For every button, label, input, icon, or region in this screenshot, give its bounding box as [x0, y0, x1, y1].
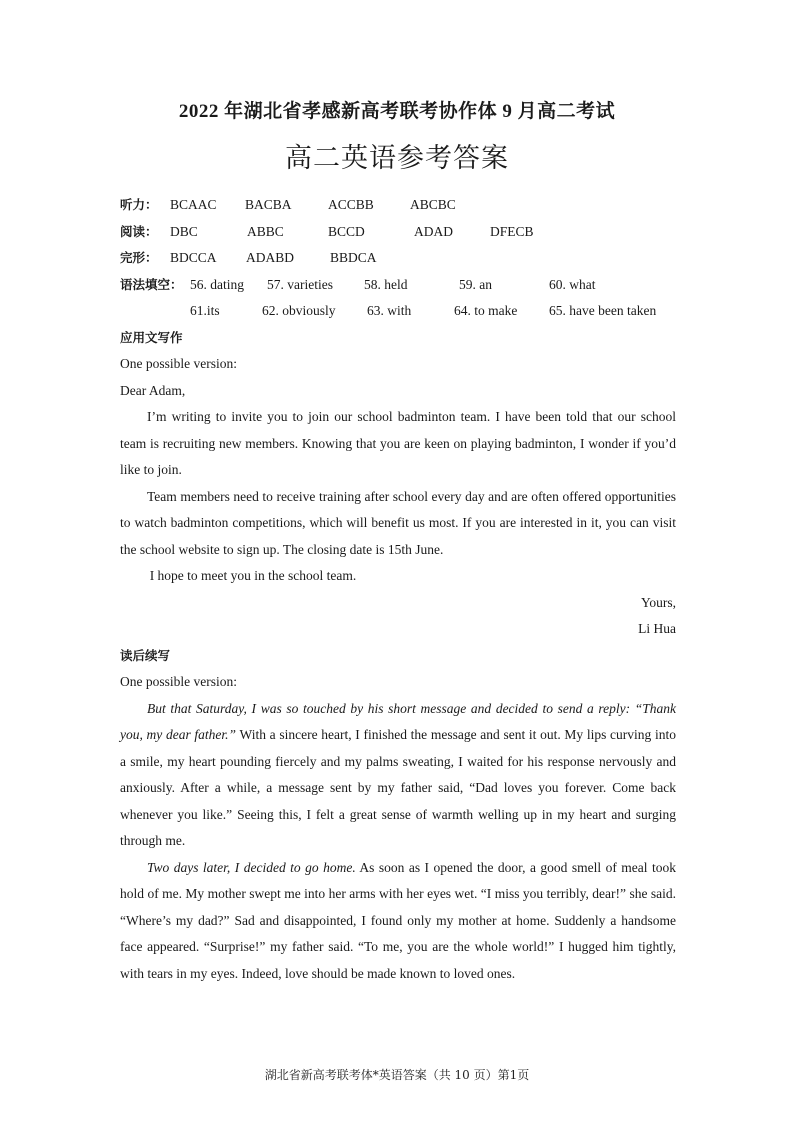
- listening-row: [120, 192, 676, 219]
- reading-row: [120, 219, 676, 246]
- answer-group: DFECB: [490, 223, 534, 239]
- continuation-paragraph-2: [120, 855, 676, 988]
- grammar-label: 语法填空：: [120, 276, 183, 292]
- answer-group: BBDCA: [330, 250, 377, 265]
- cloze-label: 完形：: [120, 250, 158, 265]
- letter-paragraph-2: Team members need to receive training after school every day and are often offered opportunities to watch badminton competitions, which will benefit us most. If you are interested in it, you can visit the school website to sign up. The closing date is 15th June.: [120, 488, 676, 557]
- cloze-row: [120, 245, 676, 272]
- page-footer: 湖北省新高考联考体*英语答案（共 10 页）第1页: [264, 1068, 530, 1082]
- exam-title: 2022 年湖北省孝感新高考联考协作体 9 月高二考试: [178, 101, 616, 122]
- letter-salutation: Dear Adam,: [120, 382, 186, 398]
- letter-signature: Li Hua: [638, 621, 676, 636]
- listening-label: 听力：: [120, 197, 158, 212]
- continuation-paragraph-1: [120, 696, 676, 855]
- letter-closing: Yours,: [640, 594, 676, 610]
- grammar-row-1: [120, 272, 676, 299]
- answer-key-title: 高二英语参考答案: [285, 143, 509, 173]
- reading-label: 阅读：: [120, 223, 158, 239]
- answer-item: 60. what: [549, 276, 596, 292]
- continuation-heading: 读后续写: [120, 647, 171, 663]
- answer-item: 62. obviously: [262, 303, 336, 318]
- answer-item: 56. dating: [190, 276, 244, 292]
- answer-group: DBC: [170, 223, 198, 239]
- answer-item: 58. held: [364, 276, 408, 292]
- practical-writing-heading: 应用文写作: [120, 329, 183, 345]
- answer-group: ADABD: [246, 250, 295, 265]
- answer-item: 59. an: [459, 276, 492, 292]
- practical-intro: One possible version:: [120, 356, 237, 371]
- letter-paragraph-1: I’m writing to invite you to join our school badminton team. I have been told that our school team is recruiting new members. Knowing that you are keen on playing badminton, I wonder if you’d like to join.: [120, 409, 676, 477]
- answer-group: BCCD: [328, 223, 365, 239]
- answer-group: ABBC: [247, 223, 284, 239]
- continuation-intro: One possible version:: [120, 674, 237, 689]
- answer-item: 57. varieties: [267, 276, 333, 292]
- answer-group: ABCBC: [410, 197, 456, 212]
- answer-item: 64. to make: [454, 303, 518, 318]
- paragraph-lead-sentence: Two days later, I decided to go home.: [147, 859, 356, 875]
- answer-body: [120, 192, 676, 987]
- letter-paragraph-3: I hope to meet you in the school team.: [149, 568, 357, 583]
- answer-item: 63. with: [367, 303, 412, 318]
- answer-group: ACCBB: [328, 197, 374, 212]
- answer-group: BDCCA: [170, 250, 217, 265]
- paragraph-lead-sentence: But that Saturday, I was so touched by his short message and decided to send a reply: “Thank you, my dear father.”: [120, 700, 676, 742]
- answer-item: 61.its: [190, 303, 220, 318]
- paragraph-text: As soon as I opened the door, a good smell of meal took hold of me. My mother swept me into her arms with her eyes wet. “I miss you terribly, dear!” she said. “Where’s my dad?” Sad and disappointed, I found only my mother at home. Suddenly a handsome face appeared. “Surprise!” my father said. “To me, you are the whole world!” I hugged him tightly, with tears in my eyes. Indeed, love should be made known to loved ones.: [120, 859, 676, 981]
- answer-group: BCAAC: [170, 197, 217, 212]
- answer-group: BACBA: [245, 197, 292, 212]
- answer-item: 65. have been taken: [549, 303, 657, 318]
- grammar-row-2: [120, 298, 676, 325]
- answer-group: ADAD: [414, 223, 453, 239]
- paragraph-text: With a sincere heart, I finished the message and sent it out. My lips curving into a smile, my heart pounding fiercely and my palms sweating, I waited for his response nervously and anxiously. After a while, a message sent by my father said, “Dad loves you forever. Come back whenever you like.” Seeing this, I felt a great sense of warmth welling up in my heart and surging through me.: [120, 727, 676, 848]
